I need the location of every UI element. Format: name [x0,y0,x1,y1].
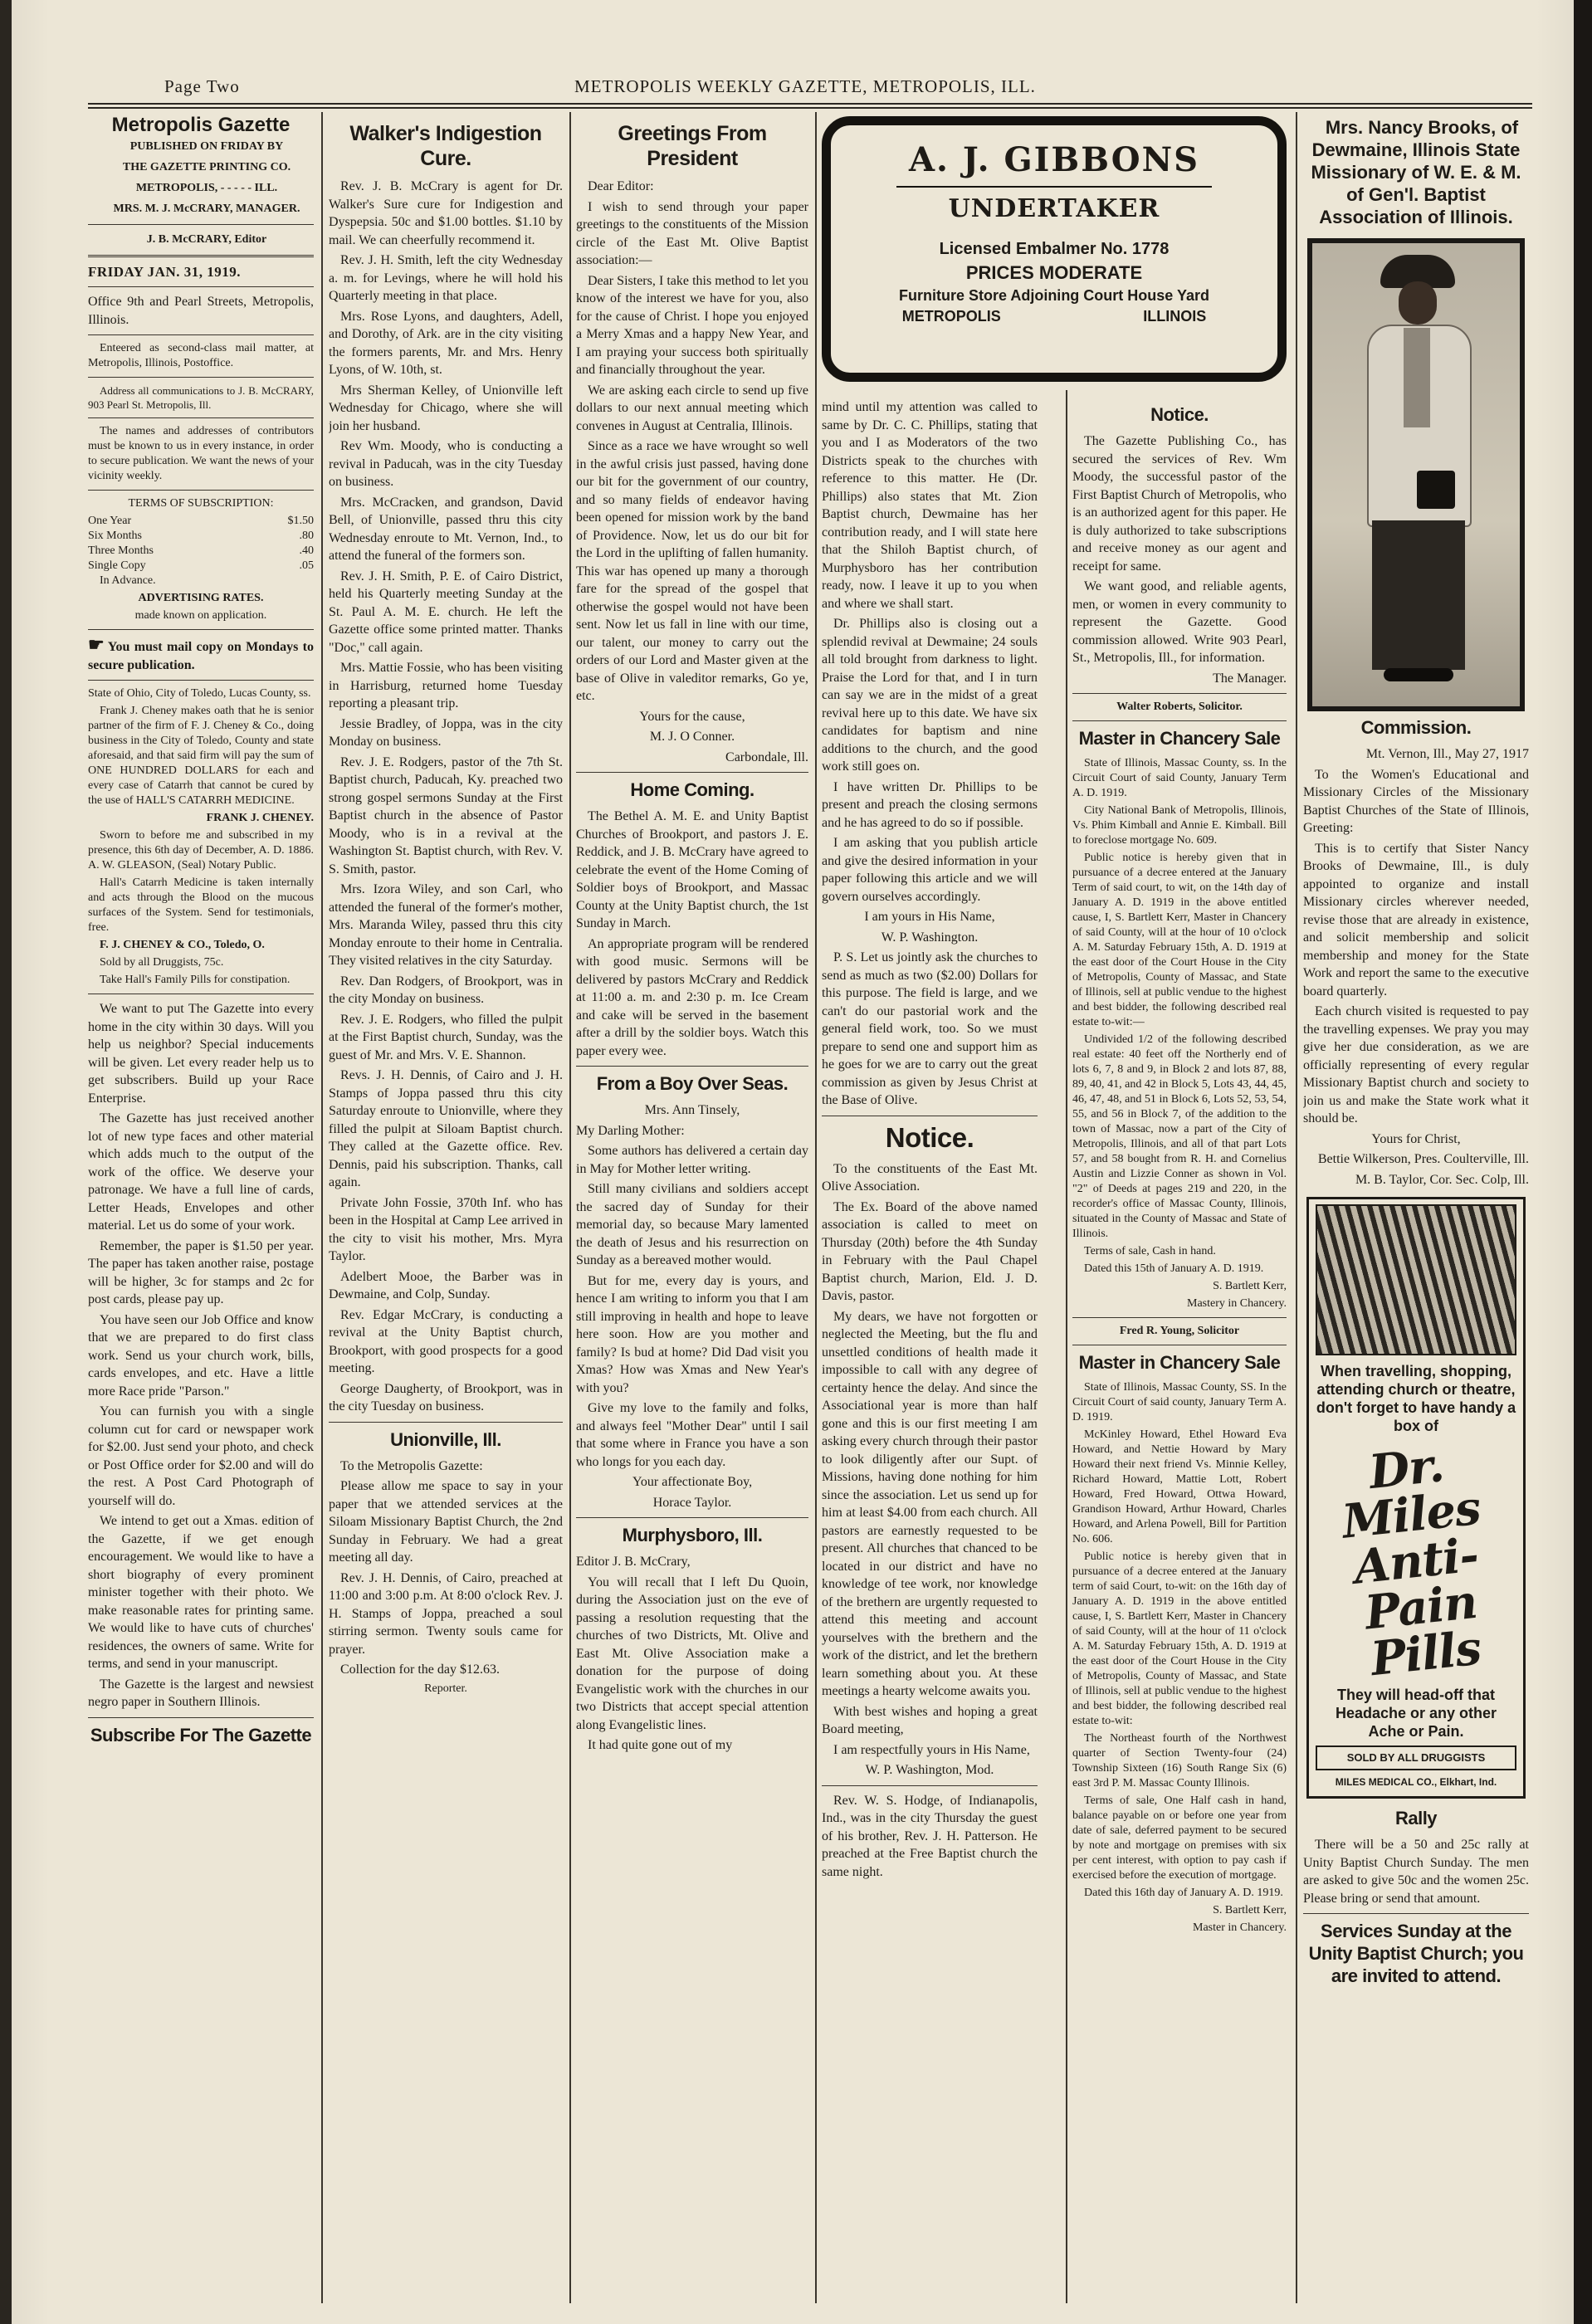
portrait-caption: Mrs. Nancy Brooks, of Dewmaine, Illinois State Missionary of W. E. & M. of Gen'l. Baptist Association of Illinois. [1311,117,1521,227]
closing: Your affectionate Boy, [632,1475,753,1489]
letter-text: My Darling Mother: [576,1123,685,1138]
ad-rule [896,186,1212,188]
header-rule-2 [88,107,1532,109]
divider [88,1717,314,1718]
services-banner: Services Sunday at the Unity Baptist Church; you are invited to attend. [1308,1921,1524,1986]
ad-name: A. J. GIBBONS [908,140,1200,179]
column-rule [569,112,571,2303]
photo-cut-notice: You can furnish you with a single column cut for card or newspaper work for $2.00. Just send your photo, and check or Post Office order for $2.00 and will do the rest. A Post Card Photograph of yourself will do. [88,1404,314,1508]
column-rule [1066,390,1067,2303]
letter-text: Dr. Phillips also is closing out a splendid revival at Dewmaine; 24 souls all told brought from darkness to light. Praise the Lord for that, and I in turn can say we are in the midst of a great revival here up to this date. We have six candidates for baptism and nine additions to the church, and the good work still goes on. [822,617,1038,774]
letter-text: Editor J. B. McCrary, [576,1555,691,1569]
xmas-edition-notice: We intend to get out a Xmas. edition of the Gazette, if we get enough encouragement. We would like to have a short biography of every prominent minister together with their photo. We make reasonable rates for printing same. We would like to have cuts of churches' residences, the owners of same. Write for terms, and send in your manuscript. [88,1514,314,1671]
ad-prices: PRICES MODERATE [965,262,1143,283]
letter-text: You will recall that I left Du Quoin, during the Association just on the eve of passing a resolution requesting that the churches of two Districts, Mt. Olive and East Mt. Olive Association make a donation for the purpose of doing Evangelistic work with the churches in our two Districts that accept special attention along Evangelistic lines. [576,1575,808,1732]
advertising-heading: ADVERTISING RATES. [138,592,264,604]
column-rule [1296,112,1297,2303]
signature: W. P. Washington, Mod. [865,1763,994,1777]
news-item: Rev. J. B. McCrary is agent for Dr. Walker's Sure cure for Indigestion and Dyspepsia. 50c and $1.00 bottles. $1.10 by mail. We can cheerfully recommend it. [329,179,563,247]
legal-text: The Northeast fourth of the Northwest quarter of Section Twenty-four (24) Township Sixteen (16) South Range Six (6) east 3rd P. M. Massac County Illinois. [1072,1732,1287,1789]
divider [1072,720,1287,721]
closing: Yours for Christ, [1371,1131,1461,1146]
ad-store: Furniture Store Adjoining Court House Yard [898,287,1210,304]
catarrh-ad: Frank J. Cheney makes oath that he is senior partner of the firm of F. J. Cheney & Co., doing business in the City of Toledo, County and state aforesaid, and that said firm will pay the sum of ONE HUNDRED DOLLARS for each and every case of Catarrh that cannot be cured by the use of HALL'S CATARRH MEDICINE. [88,705,314,807]
letter-text: Please allow me space to say in your paper that we attended services at the Siloam Missionary Baptist Church, the 2nd Sunday in February. We had a great meeting all day. [329,1479,563,1565]
column-legal [1072,398,1287,2299]
divider [1072,1317,1287,1318]
office-address: Office 9th and Pearl Streets, Metropolis, Illinois. [88,295,314,327]
news-item: Mrs. Izora Wiley, and son Carl, who attended the funeral of the former's mother, Mrs. Maranda Wiley, passed thru this city Monday enroute to their home in Centralia. They visited relatives in the city Saturday. [329,882,563,968]
publisher-line: THE GAZETTE PRINTING CO. [122,160,291,173]
legal-text: City National Bank of Metropolis, Illinois, Vs. Phim Kimball and Annie E. Kimball. Bill to foreclose mortgage No. 609. [1072,804,1287,847]
pointing-hand-icon: ☛ [88,634,105,655]
notice-text: The Ex. Board of the above named association is called to meet on Thursday (20th) before the 4th Sunday in February with the Paul Chapel Baptist church, Marion, Eld. J. D. Davis, pastor. [822,1199,1038,1303]
notice-text: I am respectfully yours in His Name, [833,1742,1030,1757]
signature: M. J. O Conner. [649,730,735,744]
publisher-line: METROPOLIS, - - - - - ILL. [135,181,278,194]
divider [88,224,314,225]
divider [88,490,314,491]
terms-row: Single Copy .05 [88,559,314,572]
letter-text: Some authors has delivered a certain day in May for Mother letter writing. [576,1144,808,1176]
news-item: Mrs Sherman Kelley, of Unionville left Wednesday for Chicago, where she will join her husband. [329,383,563,433]
news-item: Rev. Edgar McCrary, is conducting a revival at the Unity Baptist church, Brookport, with good prospects for a good meeting. [329,1307,563,1375]
catarrh-ad: F. J. CHENEY & CO., Toledo, O. [100,939,265,951]
commission-text: This is to certify that Sister Nancy Brooks of Dewmaine, Ill., is duly appointed to organize and install Missionary circles wherever needed, revise those that are already in existence, and solicit membership and solicit membership and money for the State Work and report the same to the executive board quarterly. [1303,841,1529,998]
legal-text: Terms of sale, Cash in hand. [1084,1245,1216,1257]
divider [576,1517,808,1518]
catarrh-ad: FRANK J. CHENEY. [206,812,314,824]
largest-paper-note: The Gazette is the largest and newsiest negro paper in Southern Illinois. [88,1677,314,1709]
terms-row: One Year $1.50 [88,515,314,527]
letter-text: I wish to send through your paper greetings to the constituents of the Mission circle of the East Mt. Olive Baptist association:— [576,199,808,267]
news-item: An appropriate program will be rendered with good music. Sermons will be delivered by pastors McCrary and Reddick at 11:00 a. m. and 2:30 p. m. Ice Cream and cake will be served in the basement after a drill by the soldier boys. Watch this paper every wee. [576,936,808,1058]
running-head: METROPOLIS WEEKLY GAZETTE, METROPOLIS, ILL. [574,76,1036,96]
price-notice: Remember, the paper is $1.50 per year. The paper has taken another raise, postage will be higher, 3c for stamps and 2c for post cards, please pay up. [88,1238,314,1306]
headline: Notice. [1150,404,1209,425]
paper-title: Metropolis Gazette [111,116,291,136]
dateline: Mt. Vernon, Ill., May 27, 1917 [1365,747,1529,761]
ad-brand: Dr. Miles Anti-Pain Pills [1339,1438,1484,1687]
ad-maker: MILES MEDICAL CO., Elkhart, Ind. [1335,1775,1497,1788]
catarrh-ad: Sold by all Druggists, 75c. [100,956,224,969]
ad-state: ILLINOIS [1143,308,1207,325]
letter-text: Collection for the day $12.63. [340,1662,500,1677]
news-item: Adelbert Mooe, the Barber was in Dewmaine, and Colp, Sunday. [329,1269,563,1301]
news-item: Revs. J. H. Dennis, of Cairo and J. H. Stamps of Joppa passed thru this city Saturday enroute to Unionville, where they filled the pulpit at Siloam Baptist church. They called at the Gazette office. Rev. Dennis, paid his subscription. Thanks, call again. [329,1068,563,1189]
news-item: Mrs. McCracken, and grandson, David Bell, of Unionville, passed thru this city Wednesday enroute to Mt. Vernon, Ind., to attend the funeral of the formers son. [329,495,563,563]
divider [329,1422,563,1423]
headline: Greetings From President [618,122,767,170]
letter-text: Mrs. Ann Tinsely, [644,1103,740,1117]
divider [576,1066,808,1067]
news-item: Mrs. Mattie Fossie, who has been visiting in Harrisburg, returned home Tuesday reporting a pleasant trip. [329,661,563,710]
letter-text: Still many civilians and soldiers accept the sacred day of Sunday for their memorial day, so because Mary lamented the death of Jesus and his resurrection on Sunday as a bereaved mother would. [576,1182,808,1267]
headline: From a Boy Over Seas. [596,1073,789,1094]
column-letters [576,116,808,2299]
letter-text: I have written Dr. Phillips to be present and preach the closing sermons and he has agreed to do so if possible. [822,779,1038,830]
portrait-photo [1307,238,1525,711]
headline: Rally [1394,1808,1438,1828]
news-item: Rev. W. S. Hodge, of Indianapolis, Ind., was in the city Thursday the guest of his brother, Rev. J. H. Patterson. He preached at the Free Baptist church the same night. [822,1793,1038,1879]
headline: Home Coming. [630,779,754,800]
rally-text: There will be a 50 and 25c rally at Unity Baptist Church Sunday. The men are asked to give 50c and the women 25c. Please bring or send that amount. [1303,1838,1529,1906]
signature: Horace Taylor. [652,1495,732,1510]
subscribe-banner: Subscribe For The Gazette [90,1724,312,1745]
divider [88,417,314,418]
news-item: Rev. J. E. Rodgers, who filled the pulpit at the First Baptist church, Sunday, was the guest of Mr. and Mrs. V. E. Shannon. [329,1012,563,1062]
editor-line: J. B. McCRARY, Editor [146,232,267,246]
ad-trade: UNDERTAKER [948,194,1160,223]
letter-text: mind until my attention was called to same by Dr. C. C. Phillips, stating that you and I as Moderators of the two Districts speak to the churches with reference to this matter. He (Dr. Phillips) also states that Mt. Zion Baptist church, Dewmaine has her contribution ready, and I will state here that the Shiloh Baptist church, of Murphysboro has her contribution ready, now. I leave it up to you when and where we shall start. [822,400,1038,611]
signature: S. Bartlett Kerr, [1213,1904,1287,1916]
headline: Master in Chancery Sale [1078,1352,1281,1373]
byline: Reporter. [424,1682,467,1695]
closing: I am yours in His Name, [864,910,995,924]
ad-copy: When travelling, shopping, attending church or theatre, don't forget to have handy a box of [1316,1363,1516,1434]
letter-text: I am asking that you publish article and give the desired information in your paper following this article and we will govern ourselves accordingly. [822,836,1038,904]
ad-location [831,308,1277,325]
closing: Yours for the cause, [639,709,745,724]
scan-edge-left [0,0,12,2324]
news-item: Rev. J. H. Smith, left the city Wednesday a. m. for Levings, where he will hold his Quarterly meeting in that place. [329,253,563,303]
solicitor-line: Walter Roberts, Solicitor. [1116,701,1243,713]
job-office-notice: You have seen our Job Office and know that we are prepared to do first class work. Send us your church work, bills, cards envelopes, and etc. Have a little more Race pride "Parson." [88,1312,314,1399]
notice-text: We want good, and reliable agents, men, or women in every community to represent the Gazette. Good commission allowed. Write 903 Pearl, St., Metropolis, Ill., for information. [1072,579,1287,665]
ad-copy: They will head-off that Headache or any other Ache or Pain. [1335,1687,1497,1740]
contributors-note: The names and addresses of contributors must be known to us in every instance, in order to secure publication. We want the news of your vicinity weekly. [88,425,314,482]
legal-text: Terms of sale, One Half cash in hand, balance payable on or before one year from date of sale, deferred payment to be secured by note and mortgage on premises with six per cent interest, with option to pay cash if exercised before the execution of mortgage. [1072,1794,1287,1882]
divider [1072,693,1287,694]
subscriber-drive: We want to put The Gazette into every home in the city within 30 days. Will you help us neighbor? Special inducements will be given. Let every reader help us to get subscribers. Build up your Race Enterprise. [88,1002,314,1106]
letter-text: Dear Sisters, I take this method to let you know of the interest we have for you, also for the cause of Christ. I hope you enjoyed a Merry Xmas and a happy New Year, and I am praying your success both spiritually and financially throughout the year. [576,273,808,377]
letter-text: But for me, every day is yours, and hence I am writing to inform you that I am still improving in health and hope to leave here soon. How are you mother and family? Is bud at home? Did Dad visit you Xmas? How was Xmas and New Year's with you? [576,1273,808,1395]
undertaker-ad [822,116,1287,382]
headline: Commission. [1360,717,1472,738]
signature: Mastery in Chancery. [1187,1297,1287,1310]
divider [88,255,314,257]
publisher-line: PUBLISHED ON FRIDAY BY [129,139,284,153]
page-number: Page Two [164,76,240,96]
issue-date: FRIDAY JAN. 31, 1919. [88,263,241,280]
letter-text: Dear Editor: [588,179,654,193]
divider [88,286,314,287]
letter-text: We are asking each circle to send up five dollars to our next annual meeting which convenes in August at Centralia, Illinois. [576,383,808,433]
divider [88,680,314,681]
news-item: Rev. Dan Rodgers, of Brookport, was in the city Monday on business. [329,974,563,1006]
divider [576,772,808,773]
catarrh-ad: Hall's Catarrh Medicine is taken internally and acts through the Blood on the mucous surfaces of the System. Send for testimonials, free. [88,876,314,934]
signature: S. Bartlett Kerr, [1213,1280,1287,1292]
headline: Notice. [885,1121,974,1153]
letter-text: Rev. J. H. Dennis, of Cairo, preached at 11:00 and 3:00 p.m. At 8:00 o'clock Rev. J. H. Stamps of Joppa, preached a soul stirring sermon. Twenty souls came for prayer. [329,1570,563,1657]
terms-row: Three Months .40 [88,544,314,557]
legal-text: Undivided 1/2 of the following described real estate: 40 feet off the Northerly end of lots 6, 7, 8 and 9, in Block 2 and lots 87, 88, 89, 40, 41, and 42 in Block 5, Lots 43, 44, 45, 46, 47, 48, and 51 in Block 6, Lots 52, 53, 54, 55, and 56 in Block 7, of the addition to the town of Massac, now a part of the City of Metropolis, Illinois, and all of that part Lots 57, and 58 bought from R. H. and Cornelius Austin and Lizzie Conner as shown in Vol. "2" of Deeds at pages 219 and 220, in the recorder's office of Massac County, Illinois, situated in the County of Massac and State of Illinois. [1072,1033,1287,1240]
news-item: Rev Wm. Moody, who is conducting a revival in Paducah, was in the city Tuesday on business. [329,439,563,489]
ad-city: METROPOLIS [901,308,1001,325]
legal-text: State of Illinois, Massac County, ss. In the Circuit Court of said County, January Term A. D. 1919. [1072,757,1287,799]
ad-illustration [1316,1204,1516,1355]
legal-text: McKinley Howard, Ethel Howard Eva Howard, and Nettie Howard by Mary Howard their next friend Vs. Minnie Kelley, Richard Howard, Mattie Lott, Robert Howard, Fred Howard, Ottwa Howard, Grandison Howard, Arthur Howard, Charles Howard, and Arlena Powell, Bill for Partition No. 606. [1072,1428,1287,1545]
column-missionary [1303,116,1529,2299]
news-item: The Bethel A. M. E. and Unity Baptist Churches of Brookport, and pastors J. E. Reddick, and J. B. McCrary have agreed to celebrate the event of the Home Coming of Soldier boys of Brookport, and Massac County at the Unity Baptist church, the 1st Sunday in March. [576,809,808,930]
column-association [822,398,1038,2299]
type-notice: The Gazette has just received another lot of new type faces and other material which adds much to the output of the work of the office. We deserve your patronage. We have a full line of cards, Letter Heads, Envelopes and other material. Let us do some of your work. [88,1111,314,1233]
ad-license: Licensed Embalmer No. 1778 [939,240,1170,258]
divider [822,1785,1038,1786]
divider [88,334,314,335]
signature-place: Carbondale, Ill. [725,749,808,764]
catarrh-ad: Take Hall's Family Pills for constipation. [100,974,291,986]
legal-text: Public notice is hereby given that in pursuance of a decree entered at the January term of said Court, to-wit: on the 16th day of January A. D. 1919 in the above entitled cause, I, S. Bartlett Kerr, Master in Chancery of said County, will at the hour of 11 o'clock A. M. Saturday February 15th, A. D. 1919 at the east door of the Court House in the City of Metropolis, County of Massac, and State of Illinois, sell at public vendue to the highest and best bidder, the following described real estate to-wit: [1072,1550,1287,1727]
signature: The Manager. [1213,671,1287,686]
manager-line: MRS. M. J. McCRARY, MANAGER. [113,202,300,215]
divider [1303,1913,1529,1914]
news-item: Jessie Bradley, of Joppa, was in the city Monday on business. [329,716,563,749]
column-local-news [329,116,563,2299]
news-item: Private John Fossie, 370th Inf. who has been in the Hospital at Camp Lee arrived in the city to visit his mother, Mrs. Myra Taylor. [329,1195,563,1263]
headline: Unionville, Ill. [390,1428,501,1450]
column-rule [815,112,817,2303]
postscript: P. S. Let us jointly ask the churches to send as much as two ($2.00) Dollars for this purpose. The field is large, and we can't do our pastorial work and the general field work, too. So we must prepare to send one and support him as he goes for we are to carry out the great commission as given by Jesus Christ at the Base of Olive. [822,950,1038,1107]
catarrh-ad: State of Ohio, City of Toledo, Lucas County, ss. [88,687,311,700]
scan-edge-right [1574,0,1592,2324]
notice-text: The Gazette Publishing Co., has secured the services of Rev. Wm Moody, the successful pastor of the First Baptist Church of Metropolis, who is an authorized agent for this paper. He is duly authorized to take subscriptions and receive money as our agent and receipt for same. [1072,434,1287,574]
news-item: Mrs. Rose Lyons, and daughters, Adell, and Dorothy, of Ark. are in the city visiting the formers parents, Mr. and Mrs. Henry Lyons, of W. 10th, st. [329,309,563,377]
signature: M. B. Taylor, Cor. Sec. Colp, Ill. [1355,1172,1529,1187]
ad-sold-by: SOLD BY ALL DRUGGISTS [1316,1745,1516,1770]
notice-text: With best wishes and hoping a great Board meeting, [822,1704,1038,1736]
letter-text: It had quite gone out of my [588,1738,733,1752]
divider [88,377,314,378]
header-rule [88,103,1532,105]
news-item: George Daugherty, of Brookport, was in the city Tuesday on business. [329,1381,563,1413]
advertising-note: made known on application. [134,609,267,622]
mail-class-note: Enteered as second-class mail matter, at Metropolis, Illinois, Postoffice. [88,342,314,369]
signature: Master in Chancery. [1193,1921,1287,1934]
signature: W. P. Washington. [881,930,979,945]
letter-text: To the Metropolis Gazette: [340,1458,483,1473]
notice-text: My dears, we have not forgotten or neglected the Meeting, but the flu and unsettled conditions of health made it impossible to call with any degree of certainty hence the delay. And since the Associational year is more than half gone and this is our first meeting I am asking every church through their pastor to look diligently after our Supt. of Missions, having done nothing for him since the association. Let us send up for him at least $4.00 from each church. All pastors are earnestly requested to be present. All churches that chanced to be located in our district and have no knowledge of tee work, nor knowledge of the brethern are urgently requested to attend this meeting and account yourselves with the brethern and the work of the district, and let the brethern learn something about you. At these meetings a hearty welcome awaits you. [822,1309,1038,1698]
mail-copy-notice: ☛ You must mail copy on Mondays to secure publication. [88,634,314,672]
headline: Murphysboro, Ill. [622,1525,763,1545]
terms-row: Six Months .80 [88,530,314,542]
terms-heading: TERMS OF SUBSCRIPTION: [128,497,274,510]
news-item: Rev. J. H. Smith, P. E. of Cairo District, held his Quarterly meeting Sunday at the St. Paul A. M. E. church. He left the Gazette office some printed matter. Thanks "Doc," call again. [329,569,563,655]
column-rule [321,112,323,2303]
headline: Master in Chancery Sale [1078,728,1281,749]
news-item: Rev. J. E. Rodgers, pastor of the 7th St. Baptist church, Paducah, Ky. preached two strong gospel sermons Sunday at the First Baptist church in the absence of Pastor Moody, who is in a revival at the Washington St. Baptist church, with Rev. V. S. Smith, pastor. [329,754,563,876]
divider [88,629,314,630]
terms-advance: In Advance. [100,574,156,587]
headline: Walker's Indigestion Cure. [349,122,542,170]
column-masthead [88,116,314,2299]
letter-text: Since as a race we have wrought so well in the awful crisis just passed, having done our bit for the government of our country, and so many fields of endeavor having been opened for mission work by the band of Providence. Now, let us do our bit for the Lord in the uplifting of fallen humanity. This war has opened up many a thorough fare for the spread of the gospel that otherwise the gospel would not have been sent. Now let us fall in line with our time, our talent, our money to carry out the orders of our Lord and Master given at the base of Olive in valeditor remarks, Go ye, etc. [576,439,808,703]
notice-text: To the constituents of the East Mt. Olive Association. [822,1161,1038,1194]
signature: Bettie Wilkerson, Pres. Coulterville, Ill. [1317,1152,1529,1166]
address-note: Address all communications to J. B. McCRARY, 903 Pearl St. Metropolis, Ill. [88,384,314,411]
commission-text: To the Women's Educational and Missionary Circles of the Missionary Baptist Churches of the State of Illinois, Greeting: [1303,767,1529,835]
commission-text: Each church visited is requested to pay the travelling expenses. We pray you may give her due consideration, as we are officially representing of every regular Missionary Baptist church and society to join us and make the State work what it should be. [1303,1004,1529,1125]
solicitor-line: Fred R. Young, Solicitor [1119,1325,1240,1337]
legal-text: State of Illinois, Massac County, SS. In the Circuit Court of said county, January Term A. D. 1919. [1072,1381,1287,1423]
legal-text: Dated this 15th of January A. D. 1919. [1084,1262,1264,1275]
legal-text: Dated this 16th day of January A. D. 1919. [1084,1887,1283,1899]
legal-text: Public notice is hereby given that in pursuance of a decree entered at the January Term of said court, to wit, on the 14th day of January A. D. 1919 in the above entitled cause, I, S. Bartlett Kerr, Master in Chancery of said County, will at the hour of 10 o'clock A. M. Saturday February 15th, A. D. 1919 at the east door of the Court House in the City of Metropolis, County of Massac, and State of Illinois, sell at public vendue to the highest and best bidder, the following described real estate to-wit:— [1072,852,1287,1028]
letter-text: Give my love to the family and folks, and always feel "Mother Dear" until I sail that some where in France you have a son who longs for you each day. [576,1401,808,1469]
dr-miles-ad [1306,1197,1526,1799]
catarrh-ad: Sworn to before me and subscribed in my presence, this 6th day of December, A. D. 1886. A. W. GLEASON, (Seal) Notary Public. [88,829,314,872]
